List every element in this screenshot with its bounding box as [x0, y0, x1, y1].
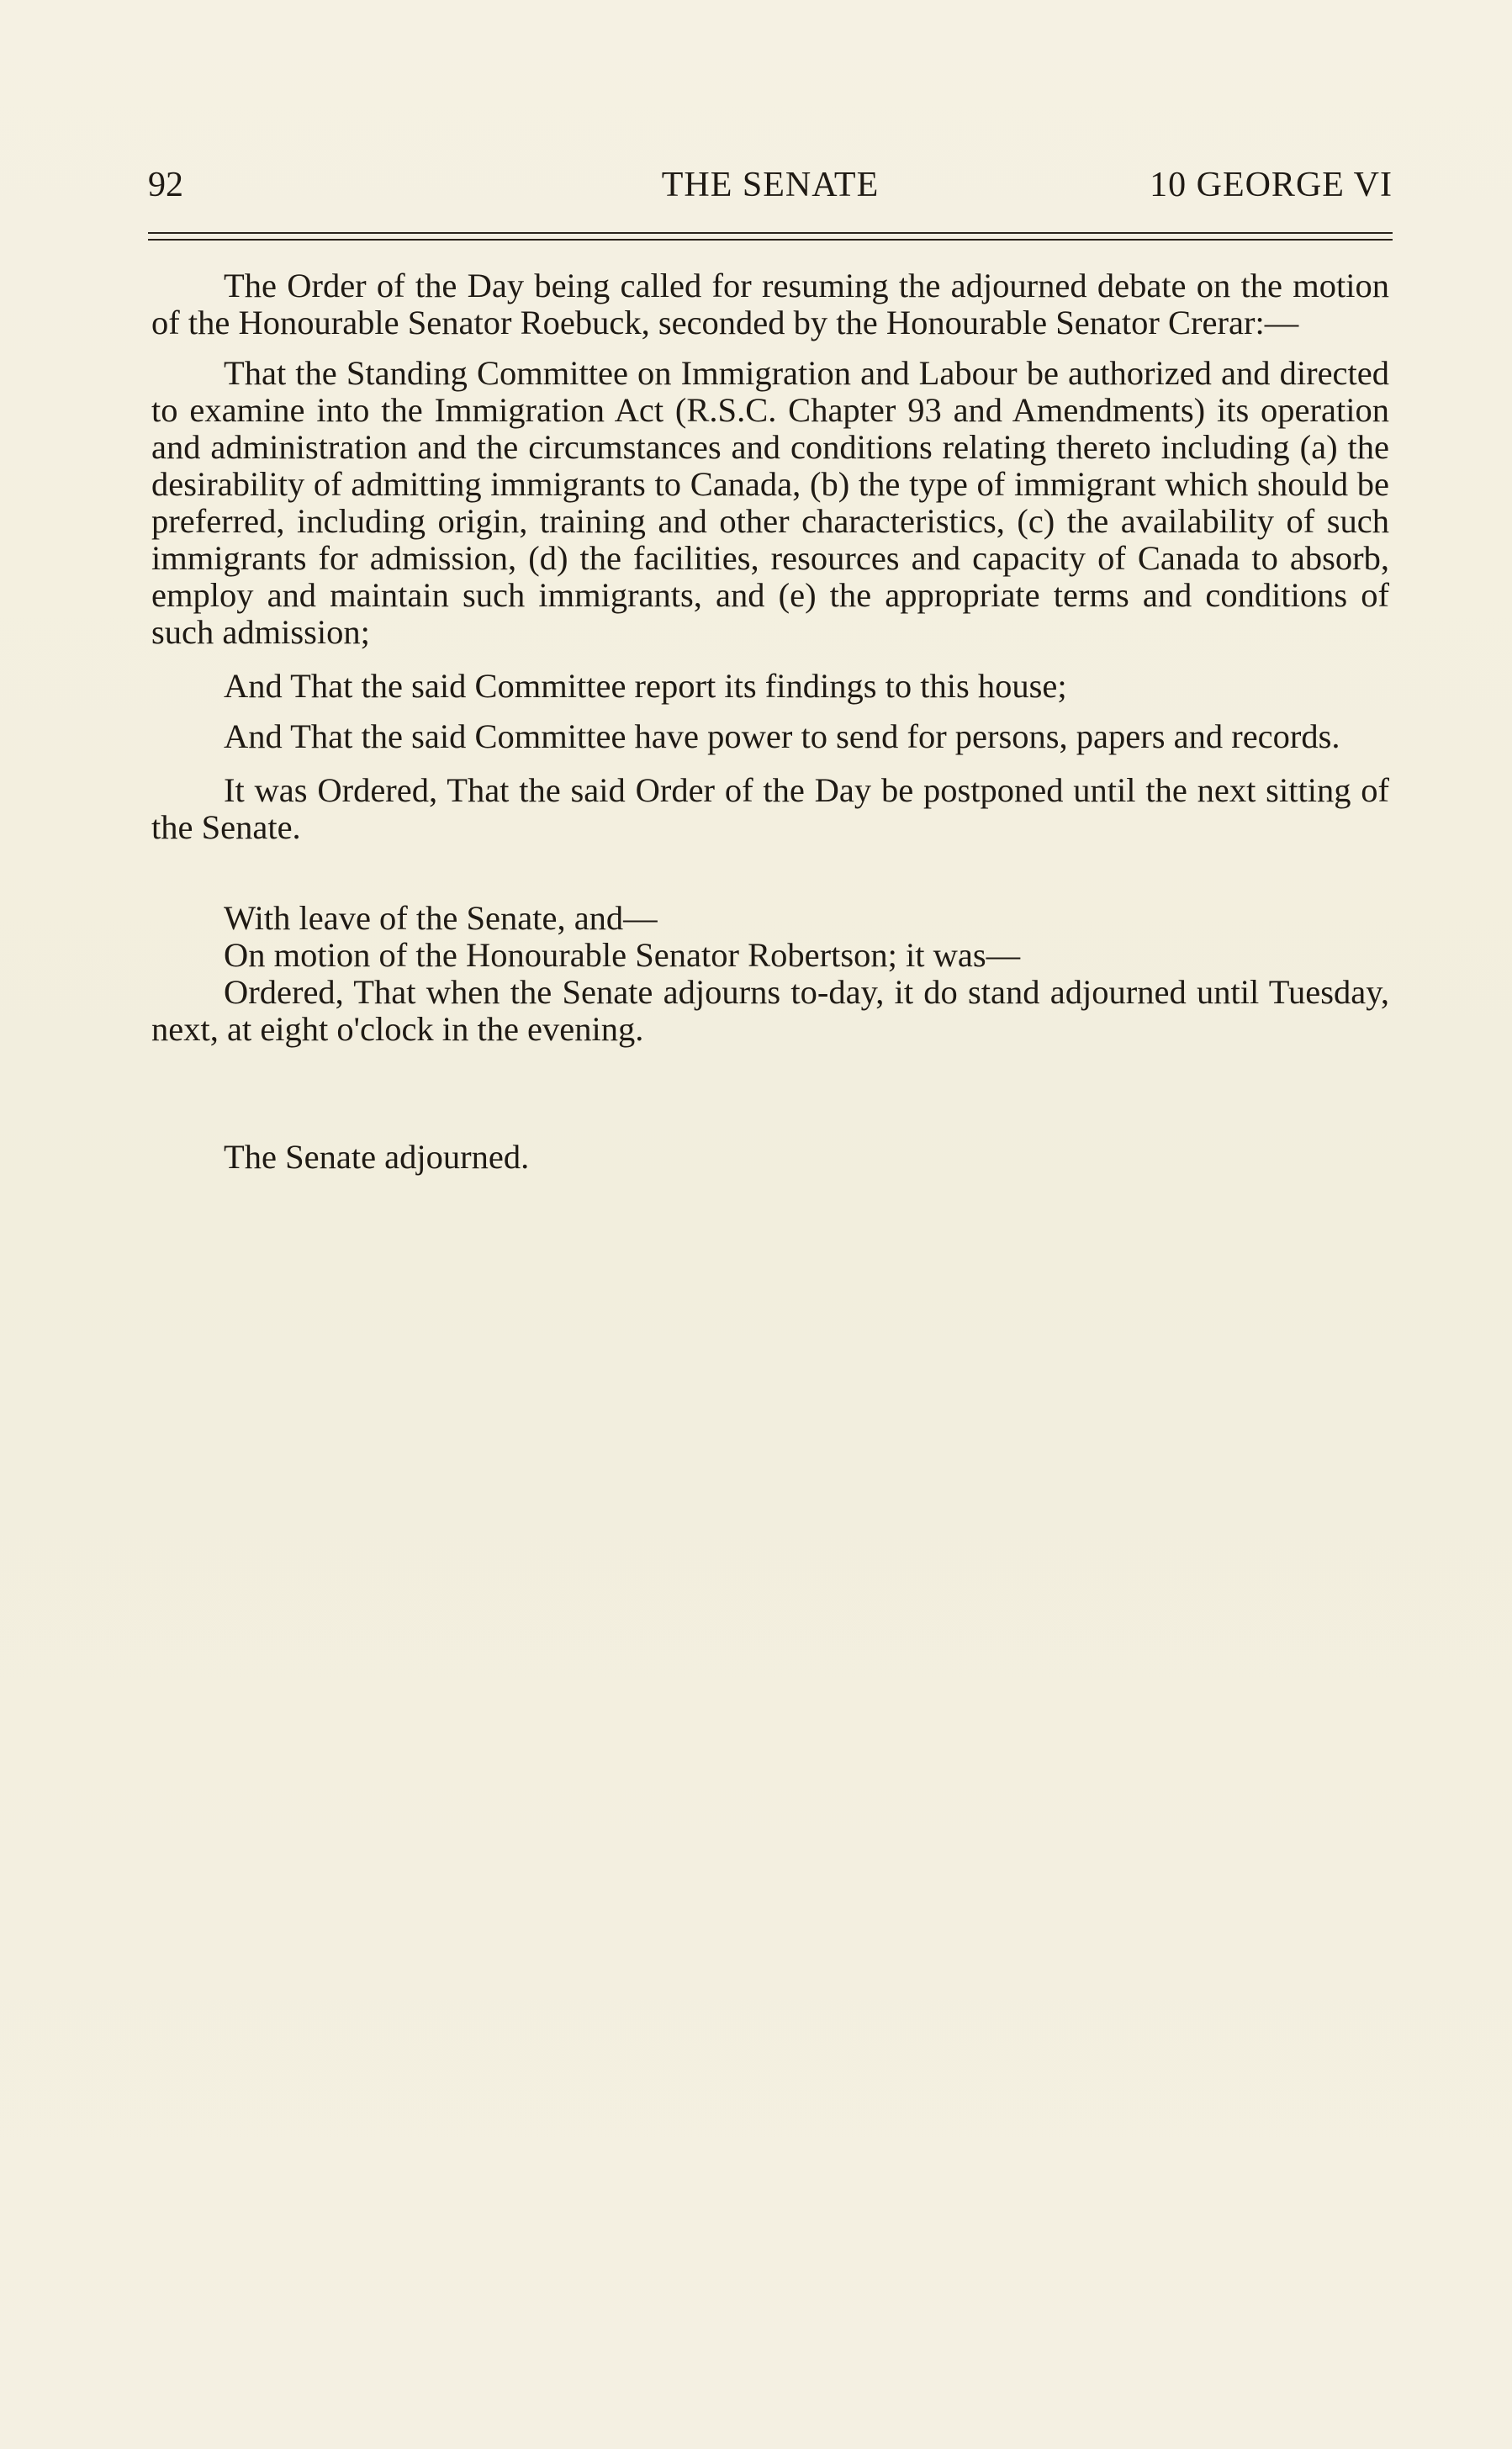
adjournment-order-paragraph: Ordered, That when the Senate adjourns to-day, it do stand adjourned until Tuesday, next, at eight o'clock in the evening. — [151, 973, 1389, 1048]
motion-text-paragraph: That the Standing Committee on Immigration and Labour be authorized and directed to examine into the Immigration Act (R.S.C. Chapter 93 and Amendments) its operation and administration and the circumstances and conditions relating thereto including (a) the desirability of admitting immigrants to Canada, (b) the type of immigrant which should be preferred, including origin, training and other characteristics, (c) the availability of such immigrants for admission, (d) the facilities, resources and capacity of Canada to absorb, employ and maintain such immigrants, and (e) the appropriate terms and conditions of such admission; — [151, 354, 1389, 651]
order-of-day-paragraph: The Order of the Day being called for resuming the adjourned debate on the motion of the Honourable Senator Roebuck, seconded by the Honourable Senator Crerar:— — [151, 267, 1389, 341]
motion-robertson-line: On motion of the Honourable Senator Robertson; it was— — [224, 936, 1021, 974]
senate-adjourned-line: The Senate adjourned. — [224, 1138, 530, 1176]
header-rule-bottom — [148, 239, 1393, 241]
running-title: THE SENATE — [661, 166, 880, 204]
report-findings-paragraph: And That the said Committee report its findings to this house; — [224, 667, 1067, 705]
page-number: 92 — [148, 166, 183, 204]
running-head — [148, 160, 1393, 210]
postponement-order-paragraph: It was Ordered, That the said Order of the Day be postponed until the next sitting of the Senate. — [151, 771, 1389, 846]
regnal-year: 10 GEORGE VI — [1150, 166, 1393, 204]
power-to-send-paragraph: And That the said Committee have power to send for persons, papers and records. — [224, 717, 1340, 755]
page-body — [151, 267, 1389, 1176]
header-rule-top — [148, 232, 1393, 234]
leave-of-senate-line: With leave of the Senate, and— — [224, 899, 658, 937]
